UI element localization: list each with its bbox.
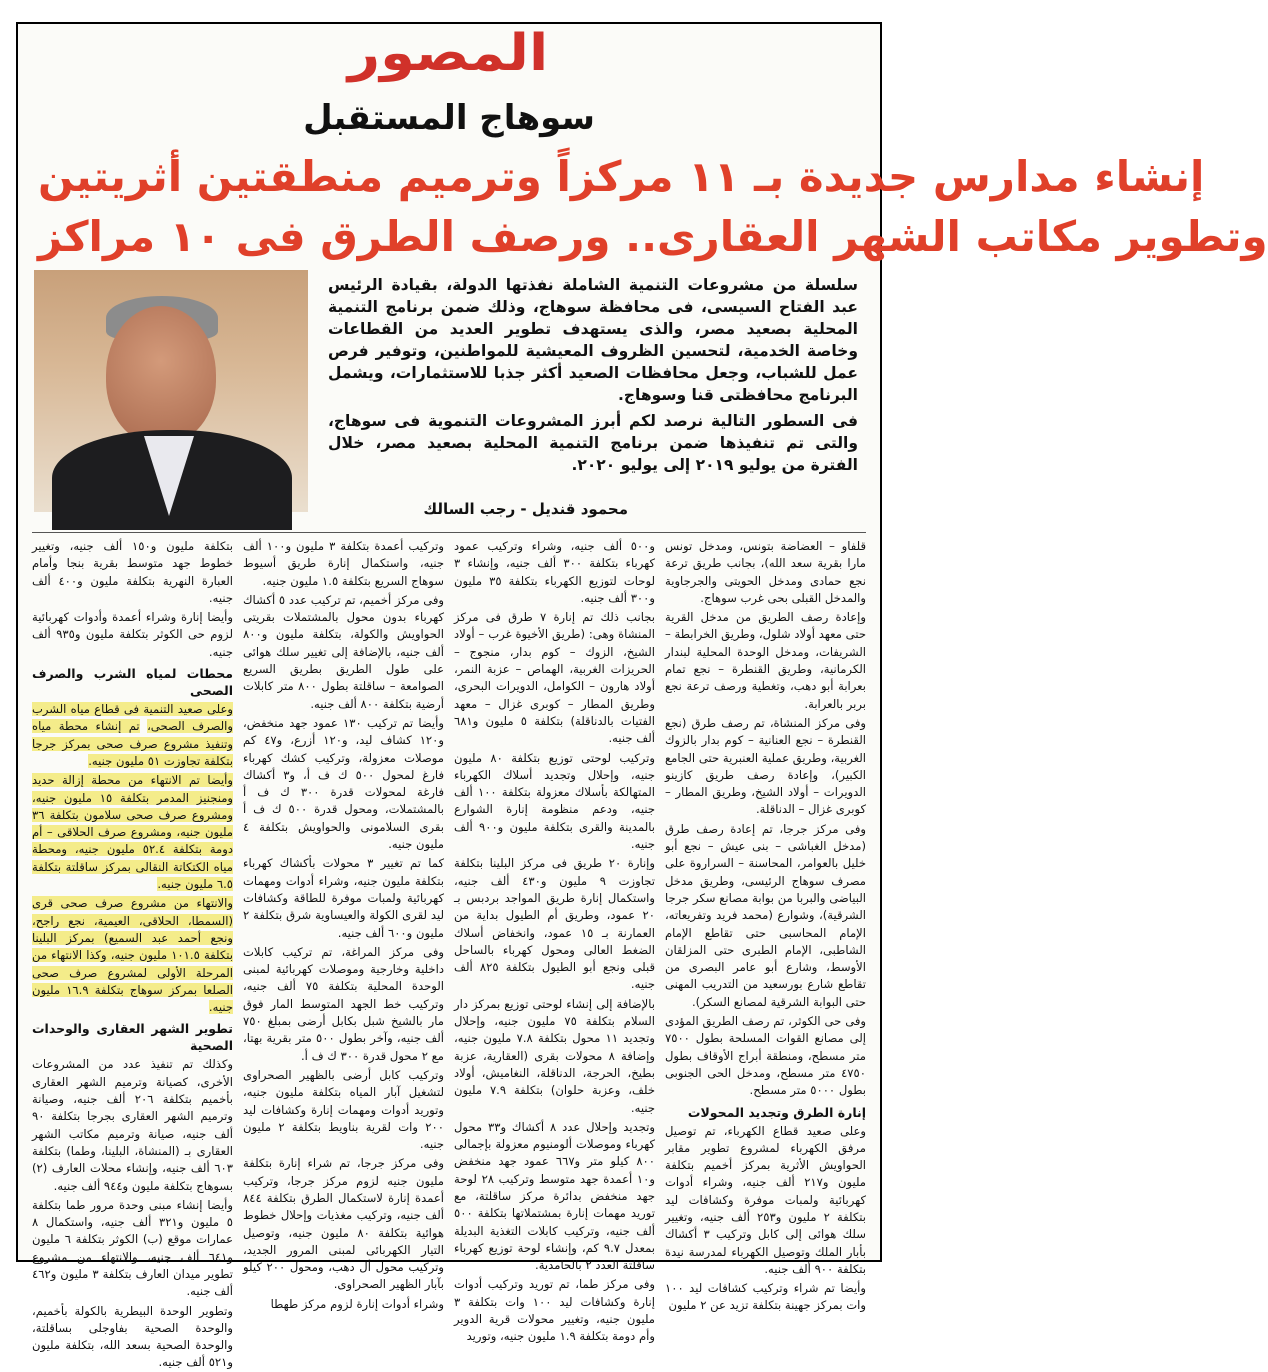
body-paragraph: وفى مركز أخميم، تم تركيب عدد ٥ أكشاك كهرباء بدون محول بالمشتملات بقريتى الحواويش والكولة، بتكلفة مليون و٨٠٠ ألف جنيه، بالإضافة إلى تغيير سلك هوائى على طول الطريق بطريق السريع الصوامعة – ساقلتة بطول ٨٠٠ متر كابلات أرضية بتكلفة ٨٠٠ ألف جنيه. bbox=[243, 592, 445, 711]
body-paragraph: وأيضا تم تركيب ١٣٠ عمود جهد منخفض، و١٢٠ كشاف ليد، و١٢٠ أزرع، و٤٧ كم موصلات معزولة، وتركيب كشك كهرباء فارغ لمحول ٥٠٠ ك ف أ، و٣ أكشاك فارغة لمحولات قدرة ٣٠٠ ك ف أ بالمشتملات، ومحول قدرة ٥٠٠ ك ف أ بقرى السلامونى والحواويش بتكلفة ٤ مليون جنيه. bbox=[243, 715, 444, 852]
headline-line-1: إنشاء مدارس جديدة بـ ١١ مركزاً وترميم منطقتين أثريتين bbox=[38, 152, 1205, 201]
column-2 bbox=[454, 538, 656, 1344]
body-paragraph bbox=[32, 701, 233, 770]
body-paragraph: وشراء أدوات إنارة لزوم مركز طهطا bbox=[270, 1296, 444, 1311]
highlighted-text: وعلى صعيد التنمية فى قطاع مياه الشرب والصرف الصحى، bbox=[32, 702, 233, 734]
body-paragraph: وإنارة ٢٠ طريق فى مركز البلينا بتكلفة تجاوزت ٩ مليون و٤٣٠ ألف جنيه، واستكمال إنارة طريق المواجد بردبس بـ ٢٠ عمود، وطريق أم الطيول بداية من العمارنة بـ ١٥ عمود، وانخفاض أسلاك الضغط العالى ومحول كهرباء بالساحل قبلى ونجع أبو الطيول بتكلفة ٨٢٥ ألف جنيه. bbox=[454, 856, 655, 992]
column-4 bbox=[32, 538, 234, 1370]
body-paragraph: بالإضافة إلى إنشاء لوحتى توزيع بمركز دار السلام بتكلفة ٧٥ مليون جنيه، وإحلال وتجديد ١١ محول بتكلفة ٧.٨ مليون جنيه، وإضافة ٨ محولات بقرى (العقارية، عزبة بطيخ، الحرجة، الدناقلة، النغاميش، أولاد خلف، وعزبة حلوان) بتكلفة ٧.٩ مليون جنيه. bbox=[454, 996, 655, 1115]
subheading: إنارة الطرق وتجديد المحولات bbox=[687, 1104, 866, 1120]
body-paragraph: وفى حى الكوثر، تم رصف الطريق المؤدى إلى مصانع القوات المسلحة بطول ٧٥٠٠ متر مسطح، ومنطقة أبراج الأوقاف بطول ٤٧٥٠ متر مسطح، ومدخل الحى الجنوبى بطول ٥٠٠٠ متر مسطح. bbox=[665, 1014, 866, 1098]
body-paragraph: و٥٠٠ ألف جنيه، وشراء وتركيب عمود كهرباء بتكلفة ٣٠٠ ألف جنيه، وإنشاء ٣ لوحات لتوزيع الكهرباء بتكلفة ٣٥ مليون و٣٠٠ ألف جنيه. bbox=[454, 539, 655, 605]
body-paragraph: وأيضا إنارة وشراء أعمدة وأدوات كهربائية لزوم حى الكوثر بتكلفة مليون و٩٣٥ ألف جنيه. bbox=[32, 610, 233, 659]
body-paragraph: وأيضا إنشاء مبنى وحدة مرور طما بتكلفة ٥ مليون و٣٢١ ألف جنيه، واستكمال ٨ عمارات موقع (ب) الكوثر بتكلفة ٦ مليون و٦٤١ ألف جنيه، والانتهاء من مشروع تطوير ميدان العارف بتكلفة ٣ مليون و٤٦٢ ألف جنيه. bbox=[32, 1197, 233, 1299]
article-body bbox=[32, 538, 866, 1370]
body-paragraph: وإعادة رصف الطريق من مدخل القرية حتى معهد أولاد شلول، وطريق الخرابطة – الشريفات، ومدخل الوحدة المحلية لبندار الكرمانية، وطريق القنطرة – نجع تمام بعرابة أبو دهب، وتغطية ورصف ترعة نجع بربر بالعرابة. bbox=[665, 610, 866, 711]
column-1 bbox=[665, 538, 866, 1313]
column-3 bbox=[243, 538, 445, 1311]
section-label: سوهاج المستقبل bbox=[303, 98, 595, 138]
body-paragraph: وتجديد وإحلال عدد ٨ أكشاك و٣٣ محول كهرباء وموصلات ألومنيوم معزولة بإجمالى ٨٠٠ كيلو متر و٦٦٧ عمود جهد منخفض و١٠ أعمدة جهد متوسط وتركيب ٢٨ لوحة جهد منخفض بدائرة مركز ساقلتة، مع توريد مهمات إنارة بمشتملاتها بتكلفة ٥٠٠ ألف جنيه، وتركيب كابلات التغذية البديلة بمعدل ٩.٧ كم، وإنشاء لوحة توزيع كهرباء ساقلتة العدد ٢ بالحامدية. bbox=[454, 1119, 656, 1273]
masthead-logo: المصور bbox=[347, 24, 549, 83]
byline: محمود قنديل - رجب السالك bbox=[423, 500, 628, 518]
body-paragraph bbox=[32, 772, 233, 893]
official-portrait-photo bbox=[34, 270, 308, 512]
body-paragraph: وعلى صعيد قطاع الكهرباء، تم توصيل مرفق الكهرباء لمشروع تطوير مقابر الحواويش الأثرية بمركز أخميم بتكلفة مليون و٢١٧ ألف جنيه، وشراء أدوات كهربائية ولمبات موفرة وكشافات ليد بتكلفة ٢ مليون و٢٥٣ ألف جنيه، وتغيير سلك هوائى إلى كابل وتركيب ٣ أكشاك بأبار الملك وتوصيل الكهرباء لمدرسة نيدة بتكلفة ٩٠٠ ألف جنيه. bbox=[665, 1123, 866, 1276]
body-paragraph: وكذلك تم تنفيذ عدد من المشروعات الأخرى، كصيانة وترميم الشهر العقارى بأخميم بتكلفة ٢٠٦ ألف جنيه، وصيانة وترميم الشهر العقارى بجرجا بتكلفة ٩٠ ألف جنيه، صيانة وترميم مكاتب الشهر العقارى بـ (المنشاة، البلينا، وطما) بتكلفة ٦٠٣ ألف جنيه، وإنشاء محلات العارف (٢) بسوهاج بتكلفة مليون و٩٤٤ ألف جنيه. bbox=[32, 1057, 233, 1193]
body-paragraph: كما تم تغيير ٣ محولات بأكشاك كهرباء بتكلفة مليون جنيه، وشراء أدوات ومهمات كهربائية ولمبات موفرة للطاقة وكشافات ليد لقرى الكولة والعيساوية شرق بتكلفة ٢ مليون و٦٠٠ ألف جنيه. bbox=[243, 856, 444, 940]
intro-paragraph-1: سلسلة من مشروعات التنمية الشاملة نفذتها الدولة، بقيادة الرئيس عبد الفتاح السيسى، فى محافظة سوهاج، وذلك ضمن برنامج التنمية المحلية بصعيد مصر، والذى يستهدف تطوير العديد من القطاعات وخاصة الخدمية، لتحسين الظروف المعيشية للمواطنين، وتوفير فرص عمل للشباب، وجعل محافظات الصعيد أكثر جذبا للاستثمارات، ويشمل البرنامج محافظتى قنا وسوهاج. bbox=[328, 276, 858, 404]
body-paragraph: بتكلفة مليون و١٥٠ ألف جنيه، وتغيير خطوط جهد متوسط بقرية بنجا وأمام العبارة النهرية بتكلفة مليون و٤٠٠ ألف جنيه. bbox=[32, 539, 233, 605]
highlighted-text: وأيضا تم الانتهاء من محطة إزالة حديد ومنجنيز المدمر بتكلفة ١٥ مليون جنيه، ومشروع صرف صحى سلامون بتكلفة ٣٦ مليون جنيه، ومشروع صرف الحلاقى – أم دومة بتكلفة ٥٢.٤ مليون جنيه، ومحطة مياه الكتكاتة النقالى بمركز ساقلتة بتكلفة ٦.٥ مليون جنيه. bbox=[32, 773, 234, 892]
body-paragraph: بجانب ذلك تم إنارة ٧ طرق فى مركز المنشاة وهى: (طريق الأخيوة غرب – أولاد الشيخ، الزوك – كوم بدار، منجوج – الحريزات الغربية، الهماص – عزبة النمر، أولاد هارون – الكوامل، الدويرات البحرى، وطريق المطار – كوبرى غزال – معهد الفتيات بالدناقلة) بتكلفة ٥ مليون و٦٨١ ألف جنيه. bbox=[454, 610, 655, 746]
highlighted-text: والانتهاء من مشروع صرف صحى قرى (السمطا، الحلاقى، العيمية، نجع راجح، ونجع أحمد عبد السميع) بمركز البلينا بتكلفة ١٠١.٥ مليون جنيه، وكذا الانتهاء من المرحلة الأولى لمشروع صرف صحى الصلعا بمركز سوهاج بتكلفة ١٦.٩ مليون جنيه. bbox=[32, 896, 233, 1015]
highlighted-text: تم إنشاء محطة مياه وتنفيذ مشروع صرف صحى بمركز جرجا بتكلفة تجاوزت ٥١ مليون جنيه. bbox=[32, 719, 233, 768]
subheading: تطوير الشهر العقارى والوحدات الصحية bbox=[32, 1021, 233, 1054]
body-paragraph: وفى مركز المراغة، تم تركيب كابلات داخلية وخارجية وموصلات كهربائية لمبنى الوحدة المحلية بتكلفة ٧٥ ألف جنيه، وتركيب خط الجهد المتوسط المار فوق مار بالشيخ شبل بكابل أرضى بمبلغ ٧٥٠ ألف جنيه، وآخر بطول ٥٠٠ متر بقرية بهتا، مع ٢ محول قدرة ٣٠٠ ك ف أ. bbox=[243, 944, 445, 1063]
portrait-face bbox=[106, 306, 216, 444]
body-paragraph: وفى مركز طما، تم توريد وتركيب أدوات إنارة وكشافات ليد ١٠٠ وات بتكلفة ٣ مليون جنيه، وتغيير محولات قرية الدوير وأم دومة بتكلفة ١.٩ مليون جنيه، وتوريد bbox=[454, 1277, 656, 1344]
body-paragraph bbox=[32, 895, 233, 1016]
masthead bbox=[308, 24, 588, 84]
article-intro bbox=[328, 274, 858, 480]
subheading: محطات لمياه الشرب والصرف الصحى bbox=[32, 666, 233, 699]
body-paragraph: وتركيب كابل أرضى بالظهير الصحراوى لتشغيل آبار المياه بتكلفة مليون جنيه، وتوريد أدوات ومهمات إنارة وكشافات ليد ٢٠٠ وات لقرية بناويط بتكلفة ٢ مليون جنيه. bbox=[243, 1067, 444, 1152]
body-paragraph: وتطوير الوحدة البيطرية بالكولة بأخميم، والوحدة الصحية بفاوجلى بساقلتة، والوحدة الصحية بسعد الله، بتكلفة مليون و٥٢١ ألف جنيه. bbox=[32, 1303, 233, 1370]
headline-line-2: وتطوير مكاتب الشهر العقارى.. ورصف الطرق فى ١٠ مراكز bbox=[38, 212, 1268, 261]
divider-rule bbox=[32, 532, 866, 533]
body-paragraph: وتركيب لوحتى توزيع بتكلفة ٨٠ مليون جنيه، وإحلال وتجديد أسلاك الكهرباء المتهالكة بأسلاك معزولة بتكلفة ١٠٠ ألف جنيه، ودعم منظومة إنارة الشوارع بالمدينة والقرى بتكلفة مليون و٩٠٠ ألف جنيه. bbox=[454, 750, 655, 852]
body-paragraph: وأيضا تم شراء وتركيب كشافات ليد ١٠٠ وات بمركز جهينة بتكلفة تزيد عن ٢ مليون bbox=[665, 1281, 866, 1313]
newspaper-page bbox=[16, 22, 1268, 1370]
body-paragraph: وفى مركز جرجا، تم شراء إنارة بتكلفة مليون جنيه لزوم مركز جرجا، وتركيب أعمدة إنارة لاستكمال الطرق بتكلفة ٨٤٤ ألف جنيه، وتركيب مغذيات وإحلال خطوط هوائية بتكلفة ٨٠ مليون جنيه، وتوصيل التيار الكهربائى لمبنى المرور الجديد، وتركيب محول أل دهب، ومحول ٢٠٠ كيلو بآبار الظهير الصحراوى. bbox=[243, 1156, 444, 1292]
body-paragraph: وتركيب أعمدة بتكلفة ٣ مليون و١٠٠ ألف جنيه، واستكمال إنارة طريق أسيوط سوهاج السريع بتكلفة ١.٥ مليون جنيه. bbox=[243, 539, 444, 588]
body-paragraph: وفى مركز المنشاة، تم رصف طرق (نجع القنطرة – نجع العنانية – كوم بدار بالزوك الغربية، وطريق عملية العنبرية حتى الجامع الكبير)، وإعادة رصف طريق كازينو الدويرات – أولاد الشيخ، وطريق المطار – كوبرى غزال – الدناقلة. bbox=[665, 715, 866, 817]
intro-paragraph-2: فى السطور التالية نرصد لكم أبرز المشروعات التنموية فى سوهاج، والتى تم تنفيذها ضمن برنامج التنمية المحلية بصعيد مصر، خلال الفترة من يوليو ٢٠١٩ إلى يوليو ٢٠٢٠. bbox=[328, 412, 858, 474]
body-paragraph: قلفاو – العضاضة بتونس، ومدخل تونس مارا بقرية سعد الله)، بجانب طريق ترعة نجع حمادى ومدخل الحويتى والجرجاوية والمدخل القبلى بحى غرب سوهاج. bbox=[665, 539, 866, 605]
body-paragraph: وفى مركز جرجا، تم إعادة رصف طرق (مدخل الغباشى – بنى عيش – نجع أبو خليل بالعوامر، المحاسنة – السراروة على مصرف سوهاج الرئيسى، وطريق مدخل البياضى والبربا من بوابة مصانع سكر جرجا الشرقية)، وشوارع (محمد فريد وتفريعاته، الإمام المحاسبى حتى تقاطع الإمام الشاطبى، الإمام الطبرى حتى المزلقان الأوسط، وشارع أبو عامر البصرى من تقاطع شارع بورسعيد من التدريب المهنى حتى البوابة الشرقية لمصانع السكر). bbox=[665, 821, 866, 1009]
